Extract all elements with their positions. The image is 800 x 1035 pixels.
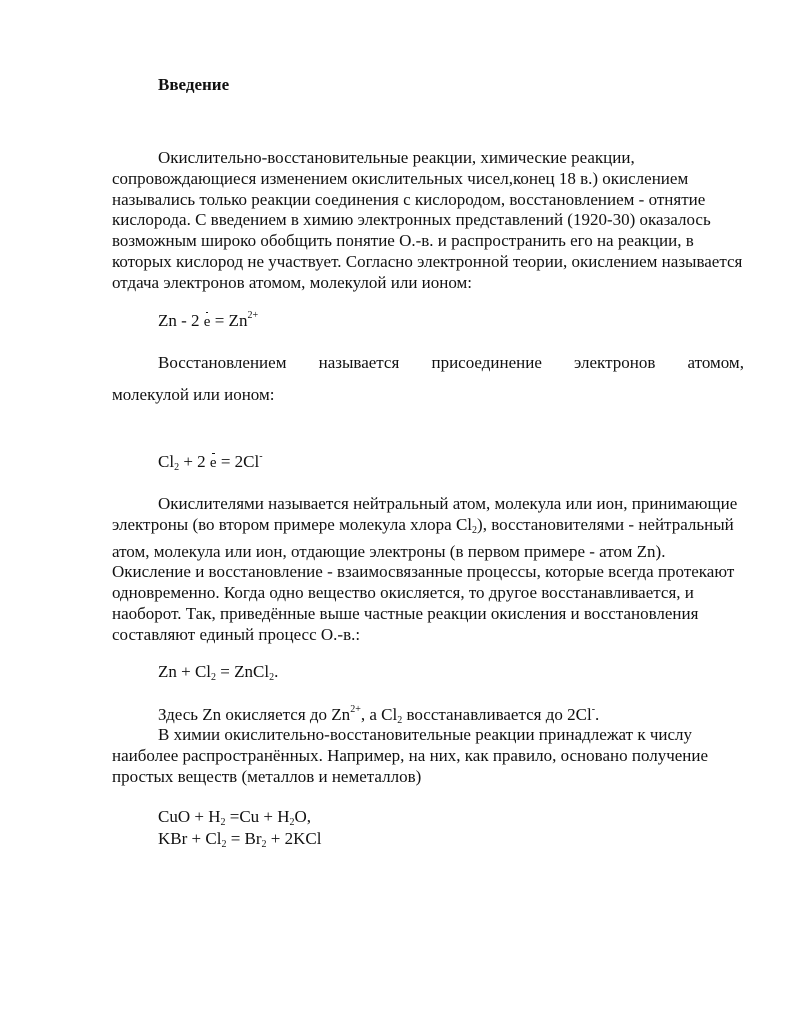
chemistry-paragraph: В химии окислительно-восстановительные реакции принадлежат к числу наиболее распространённых. Например, на них, как правило, основано получение простых веществ (металлов и неметаллов)	[112, 725, 709, 786]
reduction-line-tail: молекулой или ионом:	[112, 385, 275, 404]
reduction-line: Восстановлением называется присоединение электронов атомом,	[158, 353, 744, 372]
equation-zn-oxidation: Zn - 2 $e = Zn^{2+}$	[158, 310, 259, 330]
intro-paragraph: Окислительно-восстановительные реакции, химические реакции, сопровождающиеся изменением окислительных чисел,конец 18 в.) окислением назывались только реакции соединения с кислородом, восстановлением - отнятие кислорода. С введением в химию электронных представлений (1920-30) оказалось возможным широко обобщить понятие О.-в. и распространить его на реакции, в которых кислород не участвует. Согласно электронной теории, окислением называется отдача электронов атомом, молекулой или ионом:	[112, 148, 743, 292]
equation-kbr-cl2: KBr + $Cl_2 = Br_2 + 2KCl$	[158, 829, 322, 850]
oxidizers-paragraph: Окислителями называется нейтральный атом, молекула или ион, принимающие электроны (во втором примере молекула хлора $Cl_2$), восстановителями - нейтральный атом, молекула или ион, отдающие электроны (в первом примере - атом Zn). Окисление и восстановление - взаимосвязанные процессы, которые всегда протекают одновременно. Когда одно вещество окисляется, то другое восстанавливается, и наоборот. Так, приведённые выше частные реакции окисления и восстановления составляют единый процесс О.-в.:	[112, 494, 738, 644]
electron-symbol: e	[203, 314, 211, 330]
equation-cl-reduction: $Cl_2 + 2$ e = 2Cl-	[158, 451, 263, 473]
equation-cuo-h2: CuO + $H_2 =Cu + H_2O$,	[158, 807, 312, 828]
here-line: Здесь Zn окисляется до $Zn^{2+}$, а $Cl_2$ восстанавливается до 2Cl-.	[158, 704, 600, 726]
section-heading: Введение	[158, 75, 230, 94]
electron-symbol: e	[209, 455, 217, 471]
equation-zn-cl: $Zn + Cl_2$ = ZnCl$_2$.	[158, 662, 279, 683]
